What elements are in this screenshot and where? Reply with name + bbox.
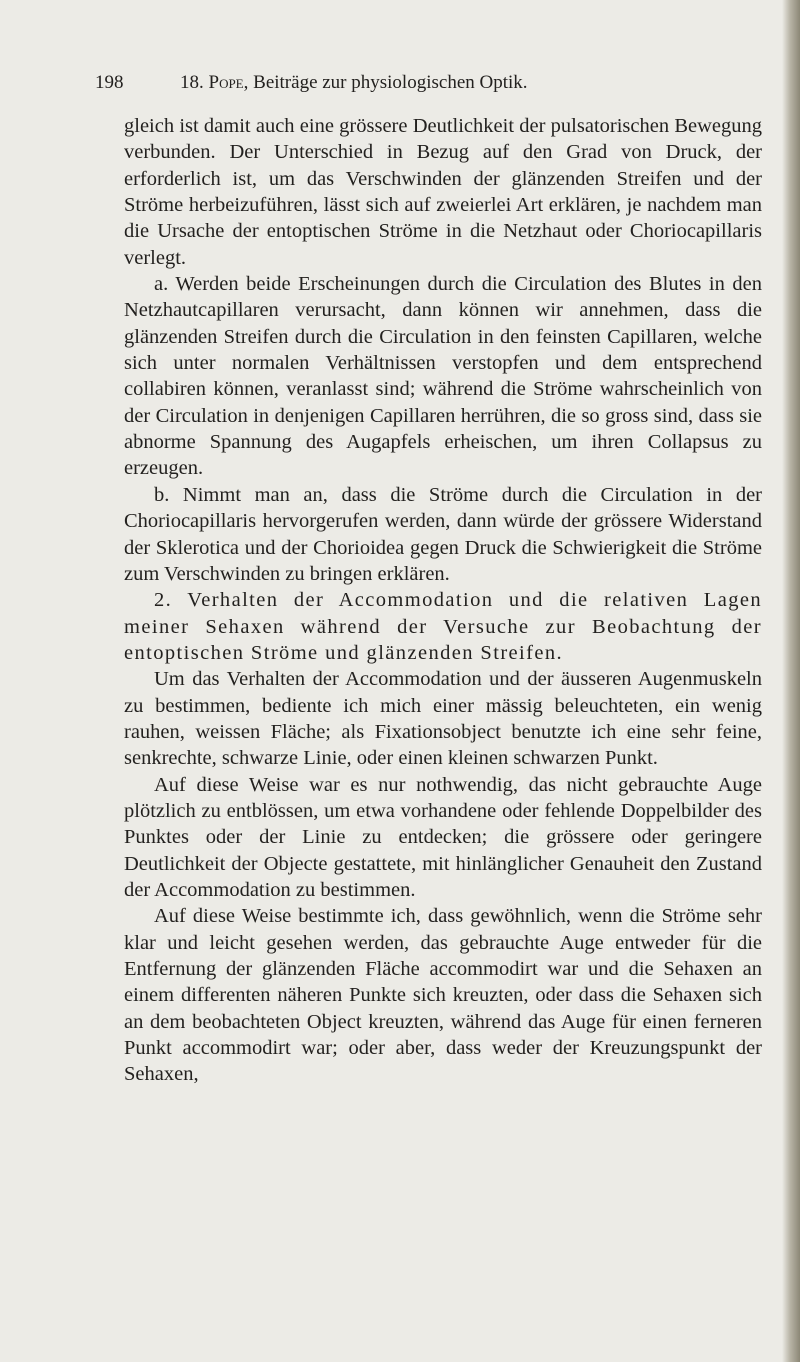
running-title	[180, 72, 528, 94]
paragraph: Auf diese Weise war es nur nothwendig, das nicht gebrauchte Auge plötzlich zu entblössen, um etwa vorhandene oder fehlende Doppelbilder des Punktes oder der Linie zu entdecken; die grössere oder geringere Deutlichkeit der Objecte gestattete, mit hinlänglicher Genauheit den Zustand der Accommodation zu bestimmen.	[124, 773, 762, 901]
page-number: 198	[95, 72, 124, 93]
chapter-number: 18.	[180, 72, 204, 93]
article-title: Beiträge zur physiologischen Optik.	[253, 72, 528, 93]
paragraph: a. Werden beide Erscheinungen durch die Circulation des Blutes in den Netzhautcapillaren verursacht, dann können wir annehmen, dass die glänzenden Streifen durch die Circulation in den feinsten Capillaren, welche sich unter normalen Verhältnissen verstopfen und dem entsprechend collabiren können, veranlasst sind; während die Ströme wahrscheinlich von der Circulation in denjenigen Capillaren herrühren, die so gross sind, dass sie abnorme Spannung des Augapfels erheischen, um ihren Collapsus zu erzeugen.	[124, 273, 762, 480]
section-heading: 2. Verhalten der Accommodation und die relativen Lagen meiner Sehaxen während der Versuche zur Beobachtung der entoptischen Ströme und glänzenden Streifen.	[124, 589, 762, 664]
body-text	[124, 113, 762, 1088]
author-name: Pope,	[208, 72, 249, 93]
paragraph: b. Nimmt man an, dass die Ströme durch die Circulation in der Choriocapillaris hervorgerufen werden, dann würde der grössere Widerstand der Sklerotica und der Chorioidea gegen Druck die Schwierigkeit die Ströme zum Verschwinden zu bringen erklären.	[124, 483, 762, 585]
page-edge-shadow	[782, 0, 800, 1362]
running-header	[95, 72, 630, 102]
paragraph: gleich ist damit auch eine grössere Deutlichkeit der pulsatorischen Bewegung verbunden. Der Unterschied in Bezug auf den Grad von Druck, der erforderlich ist, um das Verschwinden der glänzenden Streifen und der Ströme herbeizuführen, lässt sich auf zweierlei Art erklären, je nachdem man die Ursache der entoptischen Ströme in die Netzhaut oder Choriocapillaris verlegt.	[124, 115, 762, 269]
paragraph: Um das Verhalten der Accommodation und der äusseren Augenmuskeln zu bestimmen, bediente ich mich einer mässig beleuchteten, ein wenig rauhen, weissen Fläche; als Fixationsobject benutzte ich eine sehr feine, senkrechte, schwarze Linie, oder einen kleinen schwarzen Punkt.	[124, 668, 762, 770]
paragraph: Auf diese Weise bestimmte ich, dass gewöhnlich, wenn die Ströme sehr klar und leicht gesehen werden, das gebrauchte Auge entweder für die Entfernung der glänzenden Fläche accommodirt war und die Sehaxen an einem differenten näheren Punkte sich kreuzten, oder dass die Sehaxen sich an dem beobachteten Object kreuzten, während das Auge für einen ferneren Punkt accommodirt war; oder aber, dass weder der Kreuzungspunkt der Sehaxen,	[124, 905, 762, 1086]
